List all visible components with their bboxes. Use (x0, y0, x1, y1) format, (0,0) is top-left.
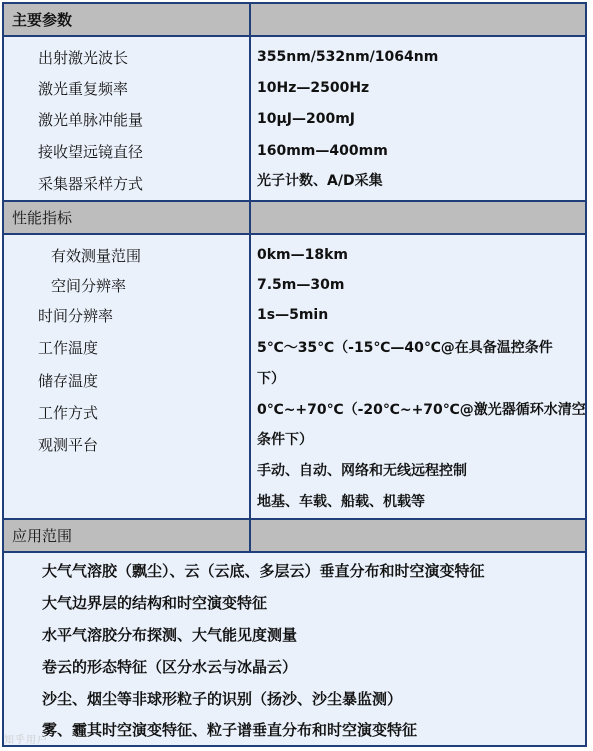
application-item: 水平气溶胶分布探测、大气能见度测量 (42, 625, 298, 644)
param-label: 出射激光波长 (38, 48, 129, 67)
watermark: 知乎用户 (4, 735, 48, 746)
metric-value: 手动、自动、网络和无线远程控制 (257, 463, 467, 479)
metric-value: 条件下） (257, 432, 313, 448)
metric-value: 0℃~+70℃（-20℃~+70℃@激光器循环水清空 (257, 402, 586, 418)
column-divider (249, 520, 251, 551)
metric-value: 5℃～35℃（-15℃—40℃@在具备温控条件 (257, 340, 553, 356)
metric-value: 7.5m—30m (257, 277, 345, 293)
metric-label: 观测平台 (38, 435, 99, 454)
metric-label: 工作温度 (38, 338, 99, 357)
section-title-applications: 应用范围 (12, 527, 73, 545)
metric-value: 1s—5min (257, 307, 329, 323)
application-item: 雾、霾其时空演变特征、粒子谱垂直分布和时空演变特征 (42, 720, 418, 739)
section-body-applications (4, 553, 585, 745)
metric-value: 0km—18km (257, 247, 349, 263)
metric-value: 地基、车载、船载、机载等 (257, 494, 425, 510)
param-label: 激光重复频率 (38, 79, 129, 98)
param-label: 采集器采样方式 (38, 174, 144, 193)
section-title-performance: 性能指标 (12, 209, 73, 227)
param-value: 355nm/532nm/1064nm (257, 49, 439, 65)
metric-label: 工作方式 (38, 403, 99, 422)
application-item: 卷云的形态特征（区分水云与冰晶云） (42, 657, 298, 676)
application-item: 大气气溶胶（飘尘）、云（云底、多层云）垂直分布和时空演变特征 (42, 561, 485, 580)
parameter-table (2, 2, 587, 747)
application-item: 大气边界层的结构和时空演变特征 (42, 593, 268, 612)
section-body-performance (4, 235, 585, 520)
section-body-main-params (4, 37, 585, 202)
param-label: 激光单脉冲能量 (38, 110, 144, 129)
column-divider (249, 37, 251, 200)
param-value: 10μJ—200mJ (257, 111, 356, 127)
metric-label: 时间分辨率 (38, 306, 114, 325)
metric-label: 有效测量范围 (51, 246, 142, 265)
section-title-main-params: 主要参数 (12, 11, 73, 29)
param-value: 10Hz—2500Hz (257, 80, 370, 96)
section-header-performance (4, 202, 585, 235)
param-value: 160mm—400mm (257, 143, 388, 159)
column-divider (249, 4, 251, 35)
section-header-main-params (4, 4, 585, 37)
param-value: 光子计数、A/D采集 (257, 173, 383, 189)
metric-value: 下） (257, 371, 285, 387)
column-divider (249, 235, 251, 518)
section-header-applications (4, 520, 585, 553)
metric-label: 储存温度 (38, 371, 99, 390)
param-label: 接收望远镜直径 (38, 142, 144, 161)
application-item: 沙尘、烟尘等非球形粒子的识别（扬沙、沙尘暴监测） (42, 689, 403, 708)
column-divider (249, 202, 251, 233)
metric-label: 空间分辨率 (51, 276, 127, 295)
